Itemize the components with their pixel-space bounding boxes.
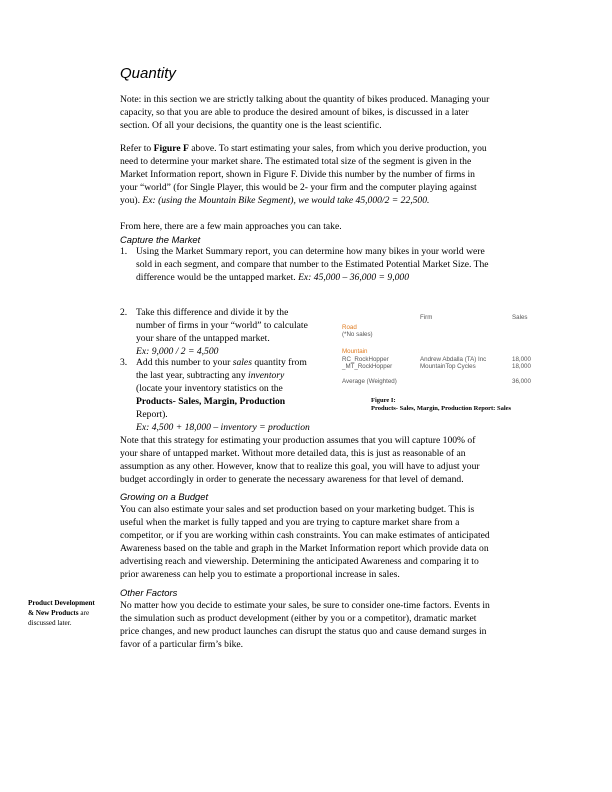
other-line: favor of a particular firm’s bike. <box>120 639 244 650</box>
caption-title: Figure I: <box>371 397 396 404</box>
product-name: _MT_RockHopper <box>342 363 393 370</box>
other-factors-paragraph <box>120 599 524 651</box>
growing-line: You can also estimate your sales and set production based on your marketing budget. This is <box>120 504 475 515</box>
note-line: budget accordingly in order to generate the necessary awareness for that level of demand. <box>120 474 464 485</box>
product-name: RC_RockHopper <box>342 356 389 363</box>
step-number: 2. <box>120 307 128 318</box>
refer-paragraph <box>120 142 524 207</box>
margin-note-line: discussed later. <box>28 619 72 627</box>
other-line: the simulation such as product development (either by you or a competitor), dramatic market <box>120 613 477 624</box>
column-header-firm: Firm <box>420 314 433 321</box>
note-line: your share of untapped market. Without more detailed data, this is just as reasonable of an <box>120 448 466 459</box>
figure-f-reference: Figure F <box>153 143 189 154</box>
growing-line: advertising reach and viewership. Determining the anticipated Awareness and comparing it to <box>120 556 479 567</box>
step-line: the last year, subtracting any inventory <box>136 370 285 381</box>
firm-name: MountainTop Cycles <box>420 363 476 370</box>
step-number: 1. <box>120 246 128 257</box>
road-note: (*No sales) <box>342 331 373 338</box>
refer-line: need to determine your market share. The estimated total size of the segment is given in the <box>120 156 472 167</box>
step-line: difference would be the untapped market. Ex: 45,000 – 36,000 = 9,000 <box>136 272 409 283</box>
step-1 <box>120 245 530 285</box>
growing-line: Awareness based on the table and graph in the Market Information report which provide data on <box>120 543 489 554</box>
caption-text: Products- Sales, Margin, Production Report: Sales <box>371 405 512 412</box>
figure-caption <box>371 397 511 413</box>
intro-line: capacity, so that you are able to produce the desired amount of bikes, is discussed in a later <box>120 107 469 118</box>
segment-mountain: Mountain <box>342 348 368 355</box>
column-header-sales: Sales <box>512 314 528 321</box>
other-line: price changes, and new product launches can disrupt the status quo and cause demand surges in <box>120 626 487 637</box>
capture-heading: Capture the Market <box>120 234 201 245</box>
refer-line: Market Information report, shown in Figure F. Divide this number by the number of firms in <box>120 169 475 180</box>
step-line: sold in each segment, and compare that number to the Estimated Potential Market Size. The <box>136 259 489 270</box>
growing-heading: Growing on a Budget <box>120 491 209 502</box>
example-text: Ex: 45,000 – 36,000 = 9,000 <box>298 272 409 283</box>
growing-paragraph <box>120 503 524 581</box>
refer-line: Refer to Figure F above. To start estimating your sales, from which you derive production, you <box>120 143 487 154</box>
sales-value: 18,000 <box>512 356 531 363</box>
step-number: 3. <box>120 357 128 368</box>
example-text: Ex: (using the Mountain Bike Segment), we would take 45,000/2 = 22,500. <box>142 195 430 206</box>
step-line: Products- Sales, Margin, Production <box>136 396 286 407</box>
segment-road: Road <box>342 324 357 331</box>
intro-line: Note: in this section we are strictly talking about the quantity of bikes produced. Managing your <box>120 94 490 105</box>
refer-line: your “world” (for Single Player, this would be 2- your firm and the computer playing against <box>120 182 477 193</box>
growing-line: prior awareness can help you to estimate a proportional increase in sales. <box>120 569 400 580</box>
note-paragraph <box>120 434 524 486</box>
average-label: Average (Weighted) <box>342 378 397 385</box>
step-line: your share of the untapped market. <box>136 333 270 344</box>
intro-paragraph <box>120 93 524 132</box>
intro-line: section. Of all your decisions, the quantity one is the least scientific. <box>120 120 382 131</box>
step-line: (locate your inventory statistics on the <box>136 383 283 394</box>
note-line: Note that this strategy for estimating your production assumes that you will capture 100% of <box>120 435 476 446</box>
step-line: Take this difference and divide it by the <box>136 307 289 318</box>
other-factors-heading: Other Factors <box>120 587 178 598</box>
note-line: assumption as any other. However, know that to realize this goal, you will have to adjust your <box>120 461 480 472</box>
step-3 <box>120 356 370 436</box>
growing-line: competitor, or if you are working within cash constraints. You can make estimates of anticipated <box>120 530 490 541</box>
step-line: number of firms in your “world” to calculate <box>136 320 308 331</box>
example-text: Ex: 4,500 + 18,000 – inventory = production <box>136 422 310 433</box>
approaches-text: From here, there are a few main approaches you can take. <box>120 221 342 232</box>
average-value: 36,000 <box>512 378 531 385</box>
margin-note-line: Product Development <box>28 599 95 607</box>
section-heading: Quantity <box>120 65 176 82</box>
example-text: Ex: 9,000 / 2 = 4,500 <box>136 346 219 357</box>
other-line: No matter how you decide to estimate your sales, be sure to consider one-time factors. Events in <box>120 600 490 611</box>
step-line: Report). <box>136 409 168 420</box>
margin-note <box>28 598 108 628</box>
step-line: Add this number to your sales quantity from <box>136 357 307 368</box>
sales-value: 18,000 <box>512 363 531 370</box>
step-line: Using the Market Summary report, you can determine how many bikes in your world were <box>136 246 485 257</box>
margin-note-line: & New Products are <box>28 609 90 617</box>
refer-line: you). Ex: (using the Mountain Bike Segment), we would take 45,000/2 = 22,500. <box>120 195 430 206</box>
firm-name: Andrew Abdalla (TA) Inc <box>420 356 487 363</box>
growing-line: useful when the market is fully tapped and you are trying to capture market share from a <box>120 517 460 528</box>
step-2 <box>120 306 340 358</box>
report-figure <box>338 308 538 403</box>
